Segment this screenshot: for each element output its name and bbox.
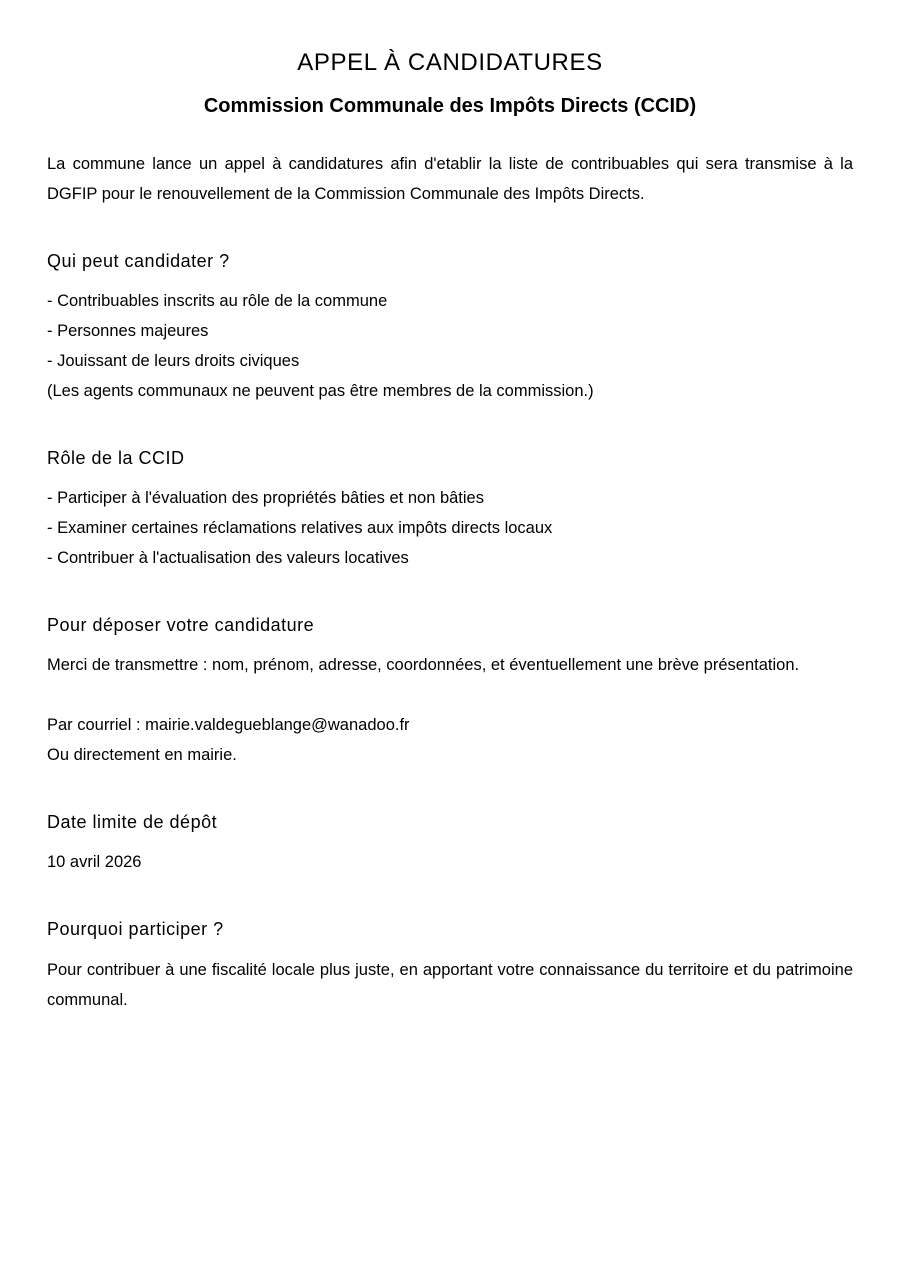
apply-instructions: Merci de transmettre : nom, prénom, adresse, coordonnées, et éventuellement une brève présentation. [47, 656, 800, 674]
apply-heading: Pour déposer votre candidature [47, 615, 315, 635]
apply-email-line: Par courriel : mairie.valdegueblange@wanadoo.fr [47, 716, 410, 734]
role-item: - Contribuer à l'actualisation des valeurs locatives [47, 549, 409, 567]
why-heading: Pourquoi participer ? [47, 919, 224, 939]
eligibility-item: - Jouissant de leurs droits civiques [47, 352, 300, 370]
role-item: - Participer à l'évaluation des propriétés bâties et non bâties [47, 489, 484, 507]
role-heading: Rôle de la CCID [47, 448, 185, 468]
eligibility-note: (Les agents communaux ne peuvent pas être membres de la commission.) [47, 382, 594, 400]
role-item: - Examiner certaines réclamations relatives aux impôts directs locaux [47, 519, 553, 537]
apply-in-person: Ou directement en mairie. [47, 746, 237, 764]
eligibility-heading: Qui peut candidater ? [47, 251, 230, 271]
why-paragraph: Pour contribuer à une fiscalité locale plus juste, en apportant votre connaissance du territoire et du patrimoine communal. [47, 961, 853, 1009]
deadline-heading: Date limite de dépôt [47, 812, 218, 832]
eligibility-item: - Contribuables inscrits au rôle de la commune [47, 292, 388, 310]
intro-paragraph: La commune lance un appel à candidatures afin d'etablir la liste de contribuables qui sera transmise à la DGFIP pour le renouvellement de la Commission Communale des Impôts Directs. [47, 155, 853, 203]
eligibility-item: - Personnes majeures [47, 322, 209, 340]
page-title: APPEL À CANDIDATURES [297, 49, 603, 76]
deadline-date: 10 avril 2026 [47, 853, 142, 871]
page-subtitle: Commission Communale des Impôts Directs (CCID) [203, 95, 697, 117]
